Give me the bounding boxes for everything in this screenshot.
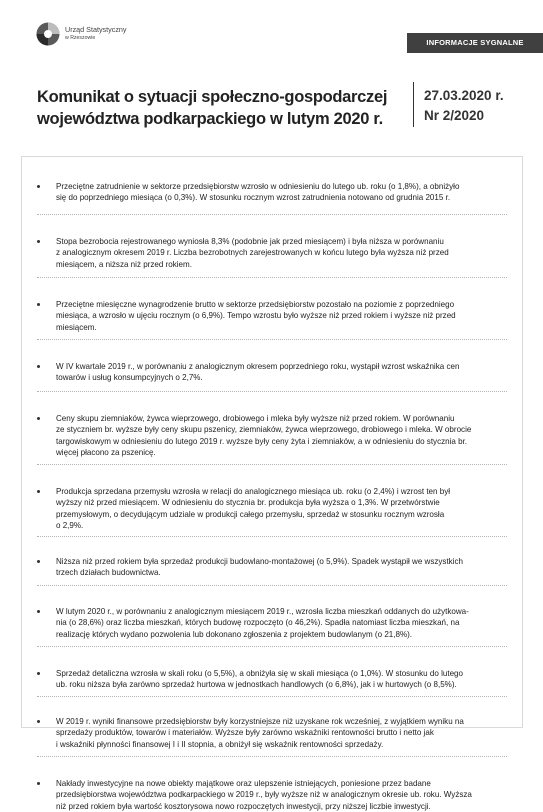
separator: [37, 646, 507, 647]
text-line: trzech działach budownictwa.: [56, 568, 161, 578]
header-divider: [413, 82, 414, 127]
publication-date: 27.03.2020 r.: [424, 88, 504, 103]
logo-title: Urząd Statystyczny: [65, 25, 127, 34]
bullet-icon: [37, 720, 40, 723]
separator: [37, 339, 507, 340]
separator: [37, 696, 507, 697]
bullet-icon: [37, 782, 40, 785]
text-line: się do poprzedniego miesiąca (o 0,3%). W stosunku rocznym wzrost zatrudnienia notowano od grudnia 2015 r.: [56, 193, 451, 203]
bullet-icon: [37, 303, 40, 306]
item-text: [56, 361, 507, 384]
text-line: Niższa niż przed rokiem była sprzedaż produkcji budowlano-montażowej (o 5,9%). Spadek wystąpił we wszystkich: [56, 557, 463, 566]
bullet-icon: [37, 560, 40, 563]
item-text: [56, 181, 507, 204]
text-line: Sprzedaż detaliczna wzrosła w skali roku (o 5,5%), a obniżyła się w skali miesiąca (o 1,0%). W stosunku do lutego: [56, 669, 463, 678]
text-line: nia (o 28,6%) oraz liczba mieszkań, których budowę rozpoczęto (o 46,2%). Spadła natomiast liczba mieszkań, na: [56, 618, 460, 628]
text-line: niż przed rokiem była wartość kosztorysowa nowo rozpoczętych inwestycji, przy niższej liczbie inwestycji.: [56, 801, 431, 811]
text-line: przedsiębiorstwa województwa podkarpackiego w 2019 r., były wyższe niż w analogicznym okresie ub. roku. Wyższa: [56, 790, 472, 800]
bullet-icon: [37, 365, 40, 368]
separator: [37, 585, 507, 586]
item-text: [56, 413, 507, 458]
text-line: miesiącem.: [56, 322, 97, 332]
text-line: Nakłady inwestycyjne na nowe obiekty majątkowe oraz ulepszenie istniejących, poniesione przez badane: [56, 779, 431, 788]
bullet-icon: [37, 490, 40, 493]
statistics-office-logo-icon: [36, 22, 60, 46]
text-line: W lutym 2020 r., w porównaniu z analogicznym miesiącem 2019 r., wzrosła liczba mieszkań oddanych do użytkowa-: [56, 607, 469, 616]
title-line-1: Komunikat o sytuacji społeczno-gospodarczej: [37, 88, 388, 106]
text-line: sprzedaży produktów, towarów i materiałów. Wyższe były zarówno wskaźniki rentowności brutto i netto jak: [56, 728, 434, 738]
text-line: więcej płacono za pszenicę.: [56, 447, 156, 457]
separator: [37, 277, 507, 278]
text-line: wyższy niż przed miesiącem. W odniesieniu do stycznia br. produkcja była wyższa o 1,3%. W przetwórstwie: [56, 498, 440, 508]
text-line: przemysłowym, o decydującym udziale w produkcji całego przemysłu, sprzedaż w stosunku rocznym wzrosła: [56, 509, 445, 519]
separator: [37, 536, 507, 537]
text-line: Stopa bezrobocia rejestrowanego wyniosła 8,3% (podobnie jak przed miesiącem) i była niższa w porównaniu: [56, 237, 444, 246]
item-text: [56, 299, 507, 333]
title-line-2: województwa podkarpackiego w lutym 2020 r.: [37, 110, 383, 128]
text-line: i wskaźniki płynności finansowej I i II stopnia, a obniżył się wskaźnik rentowności sprzedaży.: [56, 739, 384, 749]
section-tag: INFORMACJE SYGNALNE: [407, 33, 543, 53]
bullet-icon: [37, 417, 40, 420]
page-title: [37, 86, 392, 130]
text-line: Przeciętne zatrudnienie w sektorze przedsiębiorstw wzrosło w odniesieniu do lutego ub. roku (o 1,8%), a obniżyło: [56, 182, 460, 191]
separator: [37, 464, 507, 465]
bullet-icon: [37, 185, 40, 188]
text-line: z analogicznym okresem 2019 r. Liczba bezrobotnych zarejestrowanych w końcu lutego była wyższa niż przed: [56, 248, 449, 258]
text-line: Produkcja sprzedana przemysłu wzrosła w relacji do analogicznego miesiąca ub. roku (o 2,4%) i wzrost ten był: [56, 487, 451, 496]
text-line: targowiskowym w odniesieniu do lutego 2019 r. wyższe były ceny żyta i ziemniaków, a w odniesieniu do stycznia br.: [56, 436, 468, 446]
item-text: [56, 668, 507, 691]
bullet-icon: [37, 240, 40, 243]
publication-info: [424, 86, 504, 126]
text-line: miesiąca, a wzrosło w ujęciu rocznym (o 6,9%). Tempo wzrostu było wyższe niż przed rokiem i wyższe niż przed: [56, 311, 456, 321]
item-text: [56, 606, 507, 640]
bullet-icon: [37, 610, 40, 613]
text-line: ub. roku niższa była zarówno sprzedaż hurtowa w jednostkach handlowych (o 6,8%), jak i w hurtowych (o 8,5%).: [56, 680, 457, 690]
text-line: miesiącem, a niższa niż przed rokiem.: [56, 259, 192, 269]
item-text: [56, 236, 507, 270]
bullet-icon: [37, 672, 40, 675]
item-text: [56, 778, 507, 812]
text-line: W IV kwartale 2019 r., w porównaniu z analogicznym okresem poprzedniego roku, wystąpił wzrost wskaźnika cen: [56, 362, 460, 371]
item-text: [56, 486, 507, 531]
item-text: [56, 716, 507, 750]
text-line: W 2019 r. wyniki finansowe przedsiębiorstw były korzystniejsze niż uzyskane rok wcześniej, z wyjątkiem wyniku na: [56, 717, 464, 726]
item-text: [56, 556, 507, 579]
text-line: realizację których wydano pozwolenia lub dokonano zgłoszenia z projektem budowlanym (o 21,8%).: [56, 629, 413, 639]
text-line: Przeciętne miesięczne wynagrodzenie brutto w sektorze przedsiębiorstw pozostało na poziomie z poprzedniego: [56, 300, 455, 309]
text-line: o 2,9%.: [56, 520, 84, 530]
logo-subtitle: w Rzeszowie: [65, 35, 96, 41]
separator: [37, 756, 507, 757]
separator: [37, 391, 507, 392]
text-line: ze styczniem br. wyższe były ceny skupu pszenicy, ziemniaków, żywca wieprzowego, drobiowego i mleka. W obrocie: [56, 425, 472, 435]
text-line: towarów i usług konsumpcyjnych o 2,7%.: [56, 373, 203, 383]
separator: [37, 214, 507, 215]
logo: [36, 22, 126, 48]
text-line: Ceny skupu ziemniaków, żywca wieprzowego, drobiowego i mleka były wyższe niż przed rokiem. W porównaniu: [56, 414, 455, 423]
publication-number: Nr 2/2020: [424, 108, 485, 123]
